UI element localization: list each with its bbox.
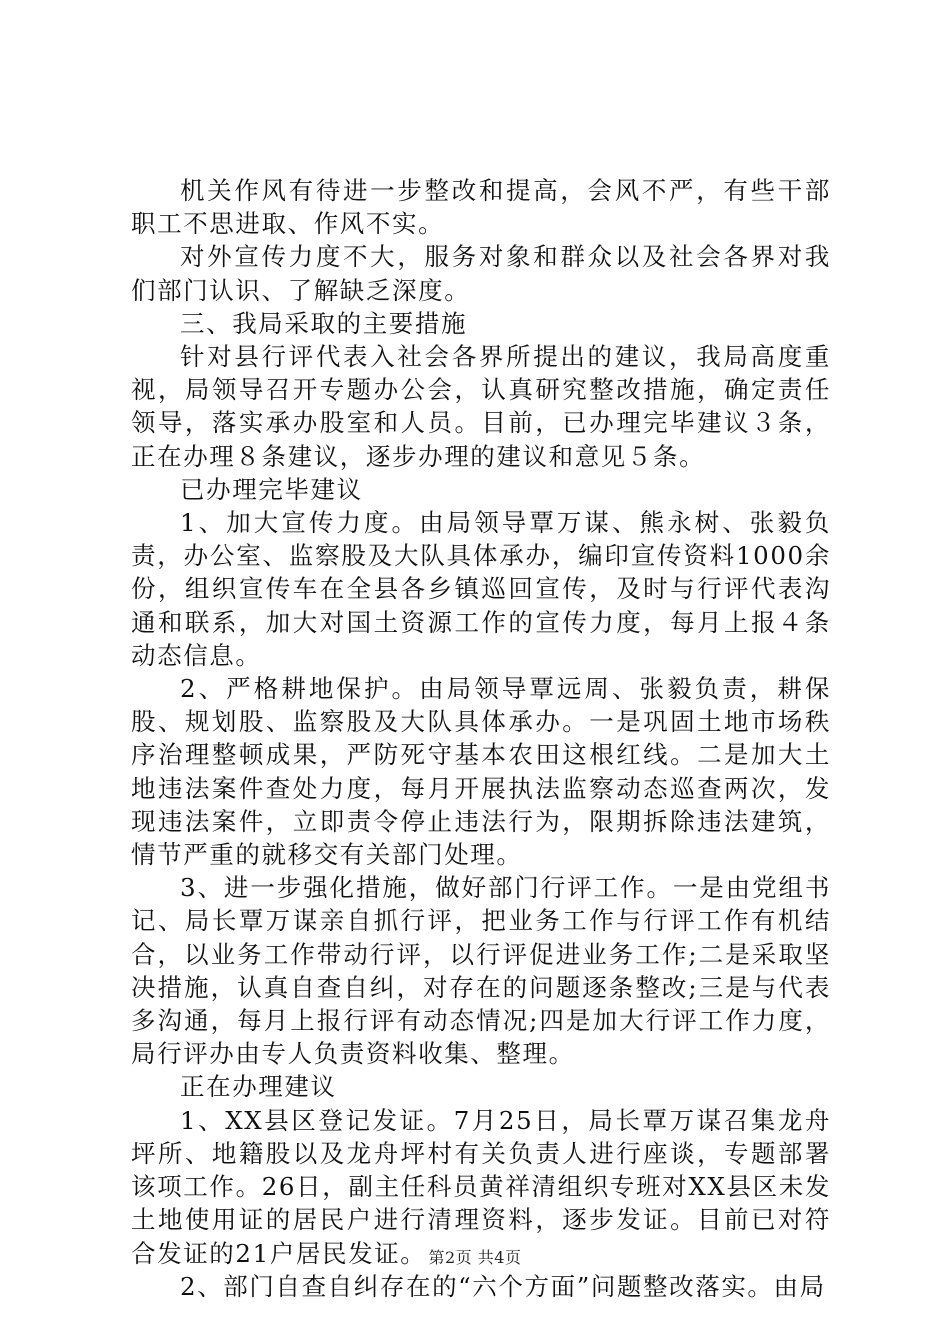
subheading-completed: 已办理完毕建议 xyxy=(180,474,363,504)
document-body xyxy=(131,174,831,1303)
paragraph-in-progress-item-1: 1、XX县区登记发证。7月25日，局长覃万谋召集龙舟坪所、地籍股以及龙舟坪村有关负责人进行座谈，专题部署该项工作。26日，副主任科员黄祥清组织专班对XX县区未发土地使用证的居民户进行清理资料，逐步发证。目前已对符合发证的21户居民发证。 xyxy=(131,1105,831,1268)
section-heading-measures: 三、我局采取的主要措施 xyxy=(180,308,468,338)
paragraph-completed-item-3: 3、进一步强化措施，做好部门行评工作。一是由党组书记、局长覃万谋亲自抓行评，把业务工作与行评工作有机结合，以业务工作带动行评，以行评促进业务工作;二是采取坚决措施，认真自查自纠，对存在的问题逐条整改;三是与代表多沟通，每月上报行评有动态情况;四是加大行评工作力度，局行评办由专人负责资料收集、整理。 xyxy=(131,873,831,1069)
paragraph-publicity: 对外宣传力度不大，服务对象和群众以及社会各界对我们部门认识、了解缺乏深度。 xyxy=(131,242,831,305)
paragraph-completed-item-1: 1、加大宣传力度。由局领导覃万谋、熊永树、张毅负责，办公室、监察股及大队具体承办，编印宣传资料1000余份，组织宣传车在全县各乡镇巡回宣传，及时与行评代表沟通和联系，加大对国土资源工作的宣传力度，每月上报４条动态信息。 xyxy=(131,508,831,670)
paragraph-in-progress-item-2: 2、部门自查自纠存在的“六个方面”问题整改落实。由局 xyxy=(180,1271,826,1301)
subheading-in-progress: 正在办理建议 xyxy=(180,1072,337,1102)
paragraph-work-style: 机关作风有待进一步整改和提高，会风不严，有些干部职工不思进取、作风不实。 xyxy=(131,176,831,239)
paragraph-measures-overview: 针对县行评代表入社会各界所提出的建议，我局高度重视，局领导召开专题办公会，认真研究整改措施，确定责任领导，落实承办股室和人员。目前，已办理完毕建议３条，正在办理８条建议，逐步办理的建议和意见５条。 xyxy=(131,342,831,471)
page-number-footer: 第2页 共4页 xyxy=(428,1248,522,1267)
paragraph-completed-item-2: 2、严格耕地保护。由局领导覃远周、张毅负责，耕保股、规划股、监察股及大队具体承办。一是巩固土地市场秩序治理整顿成果，严防死守基本农田这根红线。二是加大土地违法案件查处力度，每月开展执法监察动态巡查两次，发现违法案件，立即责令停止违法行为，限期拆除违法建筑，情节严重的就移交有关部门处理。 xyxy=(131,674,831,870)
